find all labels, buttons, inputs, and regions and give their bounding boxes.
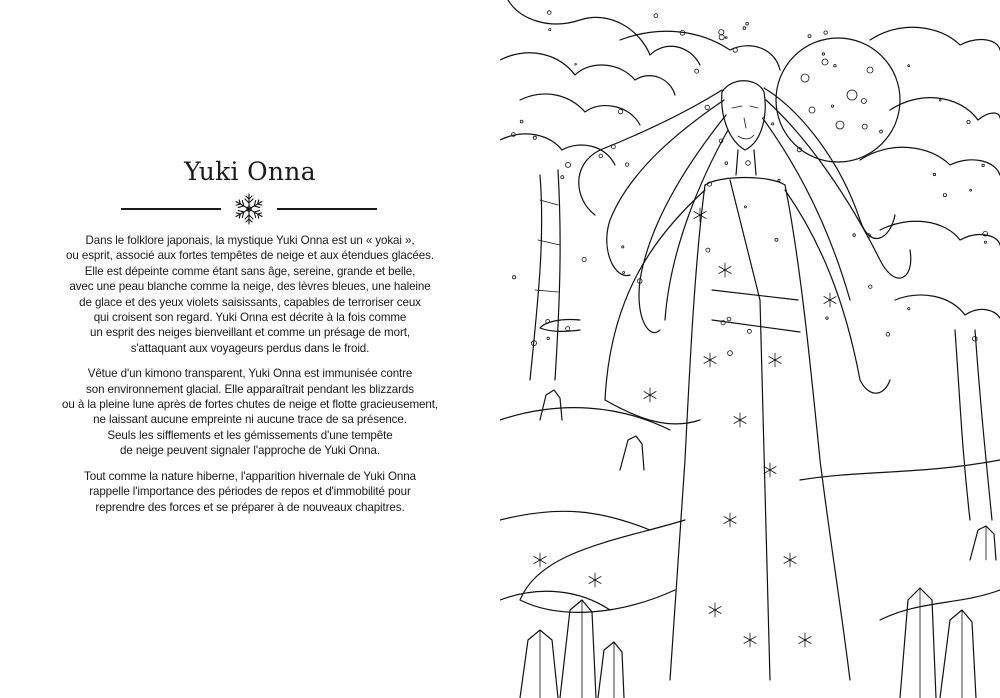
text-line: qui croisent son regard. Yuki Onna est décrite à la fois comme (93, 311, 407, 325)
text-line: Tout comme la nature hiberne, l'apparition hivernale de Yuki Onna (84, 469, 416, 483)
text-line: son environnement glacial. Elle apparaîtrait pendant les blizzards (86, 382, 414, 396)
text-line: reprendre des forces et se préparer à de nouveaux chapitres. (95, 500, 405, 514)
text-line: ne laissant aucune empreinte ni aucune trace de sa présence. (93, 413, 407, 427)
text-line: de glace et des yeux violets saisissants, capables de terroriser ceux (79, 295, 421, 309)
ornament-rule-left (121, 208, 221, 210)
ornament-rule-right (277, 208, 377, 210)
paragraph-2 (50, 366, 450, 458)
snowflake-icon (231, 191, 267, 227)
text-line: de neige peuvent signaler l'approche de Yuki Onna. (120, 444, 380, 458)
falling-snow (512, 11, 988, 356)
text-line: Dans le folklore japonais, la mystique Yuki Onna est un « yokai », (85, 234, 415, 247)
crystal-icon (520, 390, 996, 698)
woman-figure-icon (520, 81, 911, 680)
moon-icon (776, 38, 900, 162)
kimono-snowflakes (534, 208, 836, 647)
snowy-branches-right (860, 27, 1000, 520)
text-line: Seuls les sifflements et les gémissements d'une tempête (107, 428, 393, 442)
title-ornament (121, 191, 377, 227)
illustration-page (500, 0, 1000, 698)
text-line: s'attaquant aux voyageurs perdus dans le froid. (130, 341, 370, 355)
paragraph-3 (50, 469, 450, 515)
text-line: rappelle l'importance des périodes de repos et d'immobilité pour (89, 485, 411, 499)
text-line: Elle est dépeinte comme étant sans âge, sereine, grande et belle, (84, 264, 416, 278)
yuki-onna-illustration (500, 0, 1000, 698)
text-line: un esprit des neiges bienveillant et comme un présage de mort, (90, 326, 410, 340)
body-text (50, 233, 450, 525)
paragraph-1 (50, 233, 450, 356)
text-line: ou à la pleine lune après de fortes chutes de neige et flotte gracieusement, (62, 398, 438, 412)
text-line: ou esprit, associé aux fortes tempêtes de neige et aux étendues glacées. (66, 249, 434, 263)
text-line: avec une peau blanche comme la neige, des lèvres bleues, une haleine (69, 280, 431, 294)
text-line: Vêtue d'un kimono transparent, Yuki Onna est immunisée contre (87, 367, 413, 381)
page-title: Yuki Onna (184, 157, 316, 186)
